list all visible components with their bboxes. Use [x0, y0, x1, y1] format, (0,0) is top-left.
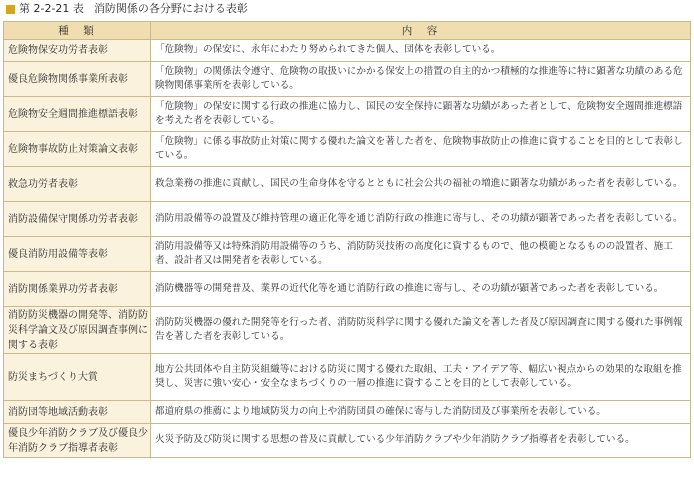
- row-content: 消防用設備等の設置及び維持管理の適正化等を通じ消防行政の推進に寄与し、その功績が顕著であった者を表彰している。: [151, 202, 691, 237]
- table-row: [4, 202, 691, 237]
- row-content: 消防機器等の開発普及、業界の近代化等を通じ消防行政の推進に寄与し、その功績が顕著であった者を表彰している。: [151, 272, 691, 307]
- row-content: 救急業務の推進に貢献し、国民の生命身体を守るとともに社会公共の福祉の増進に顕著な功績があった者を表彰している。: [151, 167, 691, 202]
- row-content: 消防用設備等又は特殊消防用設備等のうち、消防防災技術の高度化に資するもので、他の模範となるものの設置者、施工者、設計者又は開発者を表彰している。: [151, 237, 691, 272]
- table-row: [4, 237, 691, 272]
- row-type: 救急功労者表彰: [4, 167, 151, 202]
- row-type: 優良少年消防クラブ及び優良少年消防クラブ指導者表彰: [4, 424, 151, 458]
- row-type: 危険物事故防止対策論文表彰: [4, 132, 151, 167]
- header-type: 種 類: [4, 22, 151, 40]
- table-row: [4, 167, 691, 202]
- row-content: 「危険物」の保安に関する行政の推進に協力し、国民の安全保持に顕著な功績があった者として、危険物安全週間推進標語を考えた者を表彰している。: [151, 97, 691, 132]
- table-row: [4, 424, 691, 458]
- row-content: 都道府県の推薦により地域防災力の向上や消防団員の確保に寄与した消防団及び事業所を表彰している。: [151, 401, 691, 424]
- row-content: 火災予防及び防災に関する思想の普及に貢献している少年消防クラブや少年消防クラブ指導者を表彰している。: [151, 424, 691, 458]
- row-type: 消防防災機器の開発等、消防防災科学論文及び原因調査事例に関する表彰: [4, 307, 151, 354]
- table-row: [4, 354, 691, 401]
- row-type: 優良危険物関係事業所表彰: [4, 62, 151, 97]
- table-caption: [6, 2, 248, 16]
- table-number: 第 2-2-21 表: [19, 2, 84, 15]
- table-row: [4, 97, 691, 132]
- table-row: [4, 132, 691, 167]
- awards-table: [3, 21, 691, 458]
- header-content: 内 容: [151, 22, 691, 40]
- row-content: 消防防災機器の優れた開発等を行った者、消防防災科学に関する優れた論文を著した者及び原因調査に関する優れた事例報告を著した者を表彰している。: [151, 307, 691, 354]
- table-row: [4, 307, 691, 354]
- table-row: [4, 272, 691, 307]
- table-row: [4, 40, 691, 62]
- table-header-row: [4, 22, 691, 40]
- row-type: 危険物保安功労者表彰: [4, 40, 151, 62]
- row-type: 消防設備保守関係功労者表彰: [4, 202, 151, 237]
- row-type: 消防関係業界功労者表彰: [4, 272, 151, 307]
- row-content: 地方公共団体や自主防災組織等における防災に関する優れた取組、工夫・アイデア等、幅広い視点からの効果的な取組を推奨し、災害に強い安心・安全なまちづくりの一層の推進に資することを目的として表彰している。: [151, 354, 691, 401]
- table-row: [4, 401, 691, 424]
- row-content: 「危険物」に係る事故防止対策に関する優れた論文を著した者を、危険物事故防止の推進に資することを目的として表彰している。: [151, 132, 691, 167]
- row-type: 消防団等地域活動表彰: [4, 401, 151, 424]
- row-type: 優良消防用設備等表彰: [4, 237, 151, 272]
- row-type: 防災まちづくり大賞: [4, 354, 151, 401]
- row-content: 「危険物」の関係法令遵守、危険物の取扱いにかかる保安上の措置の自主的かつ積極的な推進等に特に顕著な功績のある危険物関係事業所を表彰している。: [151, 62, 691, 97]
- row-type: 危険物安全週間推進標語表彰: [4, 97, 151, 132]
- table-title: 消防関係の各分野における表彰: [93, 2, 248, 15]
- caption-marker-icon: [6, 5, 15, 14]
- table-row: [4, 62, 691, 97]
- row-content: 「危険物」の保安に、永年にわたり努められてきた個人、団体を表彰している。: [151, 40, 691, 62]
